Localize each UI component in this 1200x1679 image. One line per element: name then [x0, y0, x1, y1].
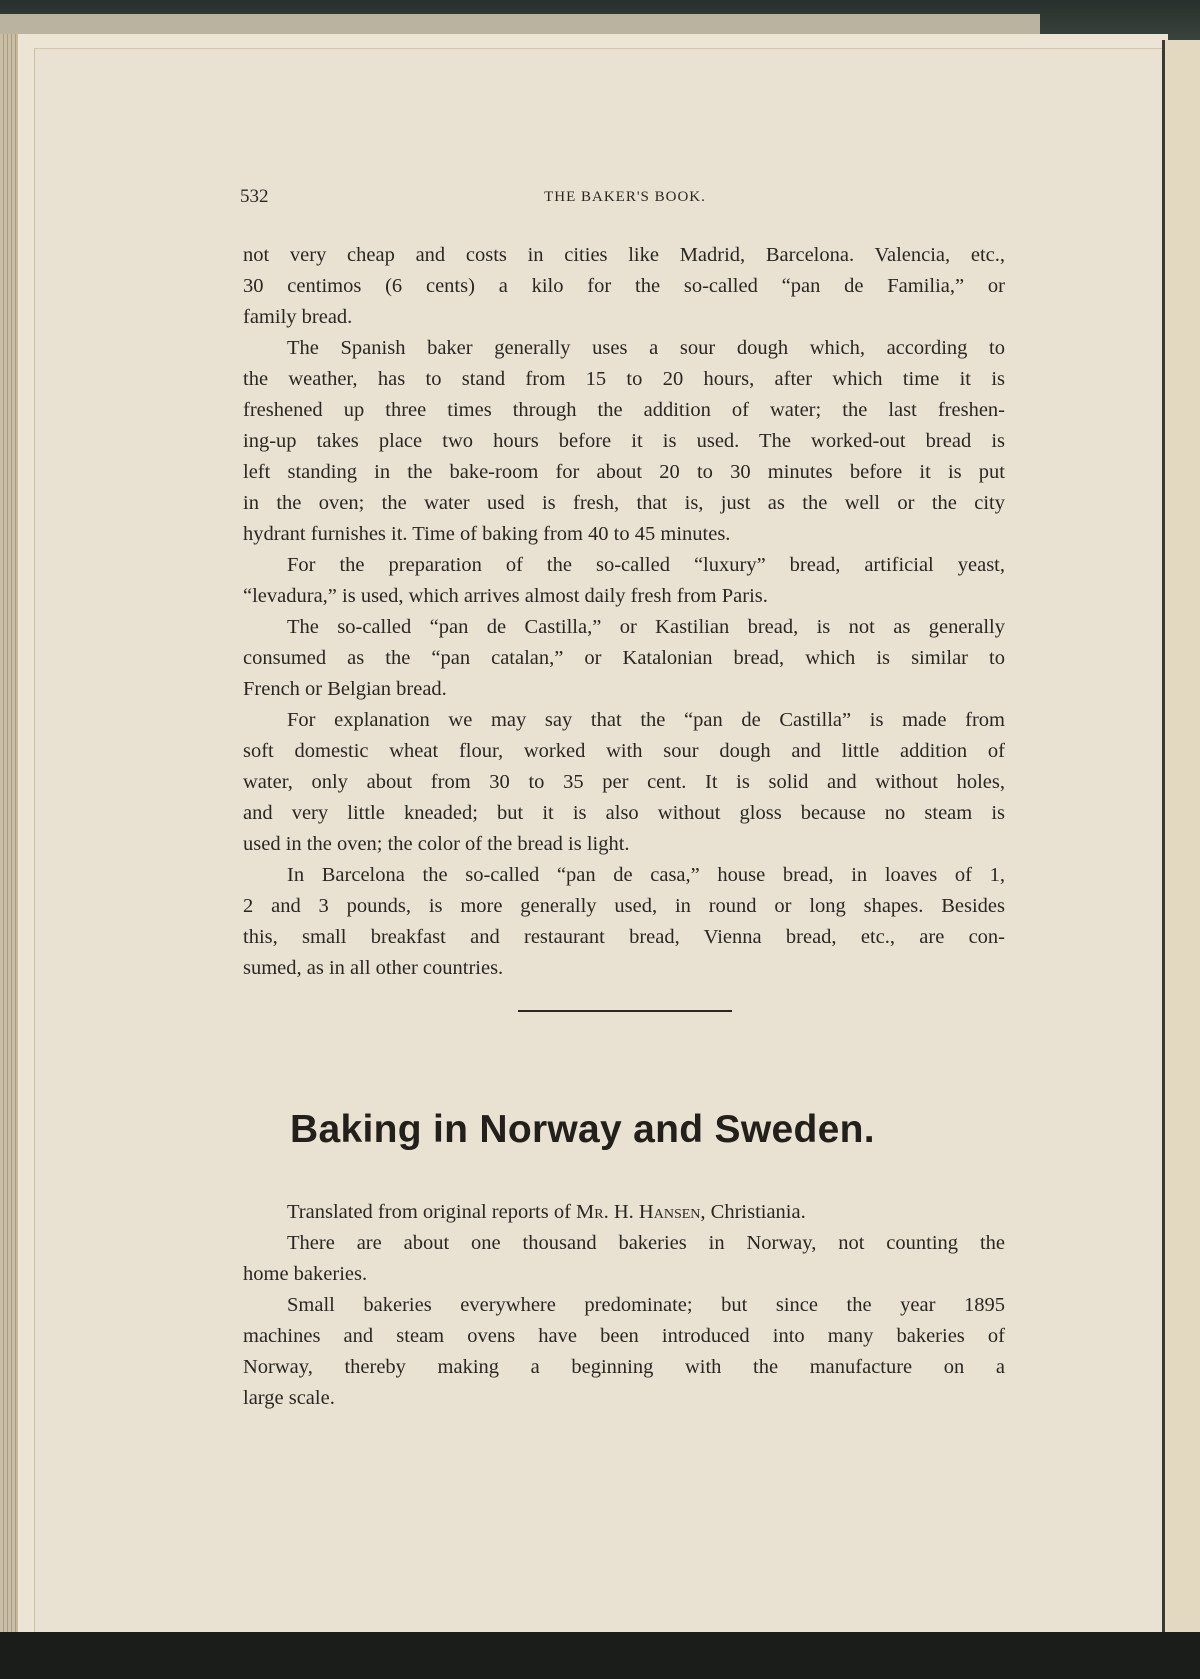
text-line: For the preparation of the so-called “luxury” bread, artificial yeast,	[287, 554, 1005, 576]
page-number: 532	[240, 186, 269, 207]
running-title: THE BAKER'S BOOK.	[544, 189, 706, 205]
text-line: the weather, has to stand from 15 to 20 hours, after which time it is	[243, 368, 1005, 390]
text-line: ing-up takes place two hours before it is used. The worked-out bread is	[243, 430, 1005, 452]
text-line: “levadura,” is used, which arrives almost daily fresh from Paris.	[243, 585, 768, 607]
text-line: sumed, as in all other countries.	[243, 957, 504, 979]
text-line: In Barcelona the so-called “pan de casa,” house bread, in loaves of 1,	[287, 864, 1005, 886]
text-line: this, small breakfast and restaurant bread, Vienna bread, etc., are con-	[243, 926, 1005, 948]
text-line: large scale.	[243, 1387, 335, 1409]
section-norway-paragraphs	[243, 1228, 1005, 1414]
byline	[243, 1197, 1005, 1228]
text-line: family bread.	[243, 306, 353, 328]
text-line: not very cheap and costs in cities like Madrid, Barcelona. Valencia, etc.,	[243, 244, 1005, 266]
page-edges	[0, 34, 16, 1634]
text-line: Small bakeries everywhere predominate; but since the year 1895	[287, 1294, 1005, 1316]
text-line: soft domestic wheat flour, worked with sour dough and little addition of	[243, 740, 1005, 762]
author-name: Mr. H. Hansen	[576, 1201, 701, 1223]
book-bottom-edge	[0, 1632, 1200, 1679]
text-line: home bakeries.	[243, 1263, 368, 1285]
facing-page-edge	[1162, 40, 1200, 1640]
section-spain-text	[243, 240, 1005, 984]
text-line: The Spanish baker generally uses a sour dough which, according to	[287, 337, 1005, 359]
byline-suffix: , Christiania.	[700, 1201, 806, 1223]
text-line: consumed as the “pan catalan,” or Katalonian bread, which is similar to	[243, 647, 1005, 669]
text-line: 30 centimos (6 cents) a kilo for the so-called “pan de Familia,” or	[243, 275, 1005, 297]
text-line: French or Belgian bread.	[243, 678, 447, 700]
text-line: 2 and 3 pounds, is more generally used, in round or long shapes. Besides	[243, 895, 1005, 917]
text-line: For explanation we may say that the “pan de Castilla” is made from	[287, 709, 1005, 731]
section-norway-text	[243, 1197, 1005, 1414]
text-line: in the oven; the water used is fresh, that is, just as the well or the city	[243, 492, 1005, 514]
text-line: freshened up three times through the addition of water; the last freshen-	[243, 399, 1005, 421]
text-line: Norway, thereby making a beginning with the manufacture on a	[243, 1356, 1005, 1378]
text-line: used in the oven; the color of the bread is light.	[243, 833, 630, 855]
section-divider	[518, 1010, 732, 1012]
text-line: left standing in the bake-room for about 20 to 30 minutes before it is put	[243, 461, 1005, 483]
section-heading: Baking in Norway and Sweden.	[290, 1108, 875, 1151]
text-line: hydrant furnishes it. Time of baking from 40 to 45 minutes.	[243, 523, 731, 545]
text-line: There are about one thousand bakeries in Norway, not counting the	[287, 1232, 1005, 1254]
text-line: machines and steam ovens have been introduced into many bakeries of	[243, 1325, 1005, 1347]
byline-prefix: Translated from original reports of	[287, 1201, 577, 1223]
text-line: and very little kneaded; but it is also without gloss because no steam is	[243, 802, 1005, 824]
text-line: The so-called “pan de Castilla,” or Kastilian bread, is not as generally	[287, 616, 1005, 638]
text-line: water, only about from 30 to 35 per cent. It is solid and without holes,	[243, 771, 1005, 793]
